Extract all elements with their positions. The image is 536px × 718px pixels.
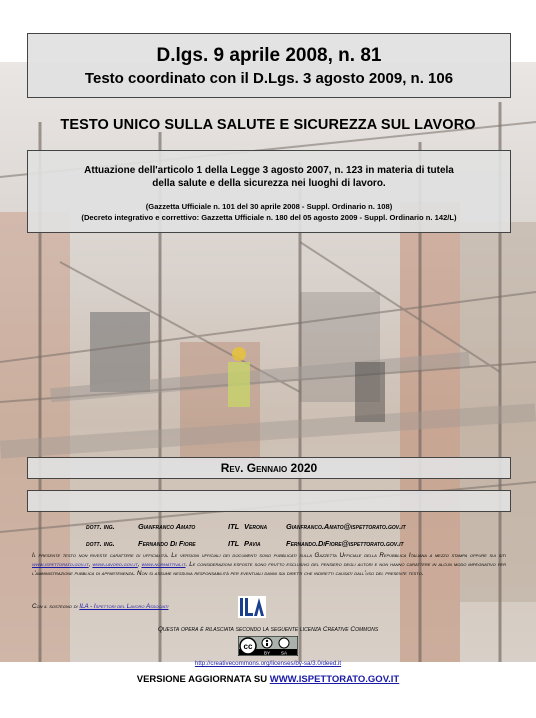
author-row (86, 535, 406, 552)
gazzetta-reference-1: (Gazzetta Ufficiale n. 101 del 30 aprile 2008 - Suppl. Ordinario n. 108) (145, 202, 393, 211)
updated-version-line (0, 674, 536, 685)
sa-icon (279, 638, 289, 648)
author-name: Fernando Di Fiore (138, 539, 196, 548)
author-email[interactable]: Gianfranco.Amato@ispettorato.gov.it (286, 522, 406, 531)
author-row (86, 518, 406, 535)
author-title: dott. ing. (86, 539, 115, 548)
decree-title: D.lgs. 9 aprile 2008, n. 81 (156, 45, 382, 66)
gazzetta-reference-2: (Decreto integrativo e correttivo: Gazzetta Ufficiale n. 180 del 05 agosto 2009 - Suppl. Ordinario n. 142/L) (81, 213, 457, 222)
link-normattiva[interactable]: www.normattiva.it (141, 561, 186, 568)
ila-link[interactable]: ILA - Ispettori del Lavoro Associati (79, 603, 169, 610)
title-box (27, 33, 511, 98)
description-line-1: Attuazione dell'articolo 1 della Legge 3 agosto 2007, n. 123 in materia di tutela (84, 165, 454, 176)
version-prefix: VERSIONE AGGIORNATA SU (136, 674, 270, 685)
author-name: Gianfranco Amato (138, 522, 196, 531)
disclaimer-separator: , (137, 561, 142, 568)
authors-list (86, 518, 406, 552)
revision-label: Rev. Gennaio 2020 (220, 461, 318, 475)
empty-box (27, 490, 511, 512)
disclaimer-separator: , (88, 561, 93, 568)
author-title: dott. ing. (86, 522, 115, 531)
link-ispettorato[interactable]: www.ispettorato.gov.it (32, 561, 89, 568)
author-city: Pavia (244, 539, 261, 548)
author-org: ITL (228, 539, 240, 548)
disclaimer-part-2: . Le considerazioni esposte sono frutto esclusivo del pensiero degli autori e non hanno carattere in alcun modo impegnativo per l'amministrazione pubblica di appartenenza. Non si assume nessuna responsabilità per eventuali danni sia diretti che indiretti causati dall'uso del presente testo. (32, 561, 506, 577)
revision-box (27, 457, 511, 479)
by-label: BY (263, 650, 271, 656)
disclaimer-part-1: Il presente testo non riveste carattere di ufficialità. Le versioni ufficiali dei documenti sono pubblicati sulla Gazzetta Ufficiale della Repubblica Italiana a mezzo stampa oppure sui siti (32, 552, 506, 559)
support-line (32, 603, 168, 610)
license-text: Questa opera è rilasciata secondo la seguente licenza Creative Commons (157, 626, 379, 633)
description-box (27, 150, 511, 233)
support-prefix: Con il sostegno di (32, 603, 78, 610)
creative-commons-badge[interactable] (238, 636, 298, 656)
ila-logo (238, 596, 266, 618)
gazzetta-references (28, 201, 510, 223)
sa-label: SA (280, 650, 288, 656)
author-email[interactable]: Fernando.DiFiore@ispettorato.gov.it (286, 539, 404, 548)
cc-label: cc (243, 642, 253, 651)
decree-subtitle: Testo coordinato con il D.Lgs. 3 agosto 2009, n. 106 (84, 70, 454, 87)
author-org: ITL (228, 522, 240, 531)
description-text (28, 164, 510, 190)
link-lavoro[interactable]: www.lavoro.gov.it (92, 561, 138, 568)
disclaimer-text (32, 551, 506, 578)
document-main-title: TESTO UNICO SULLA SALUTE E SICUREZZA SUL LAVORO (60, 117, 476, 133)
license-url[interactable]: http://creativecommons.org/licenses/by-sa/3.0/deed.it (194, 660, 342, 667)
ispettorato-site-link[interactable]: WWW.ISPETTORATO.GOV.IT (269, 674, 400, 685)
description-line-2: della salute e della sicurezza nei luoghi di lavoro. (152, 178, 386, 189)
author-city: Verona (244, 522, 268, 531)
